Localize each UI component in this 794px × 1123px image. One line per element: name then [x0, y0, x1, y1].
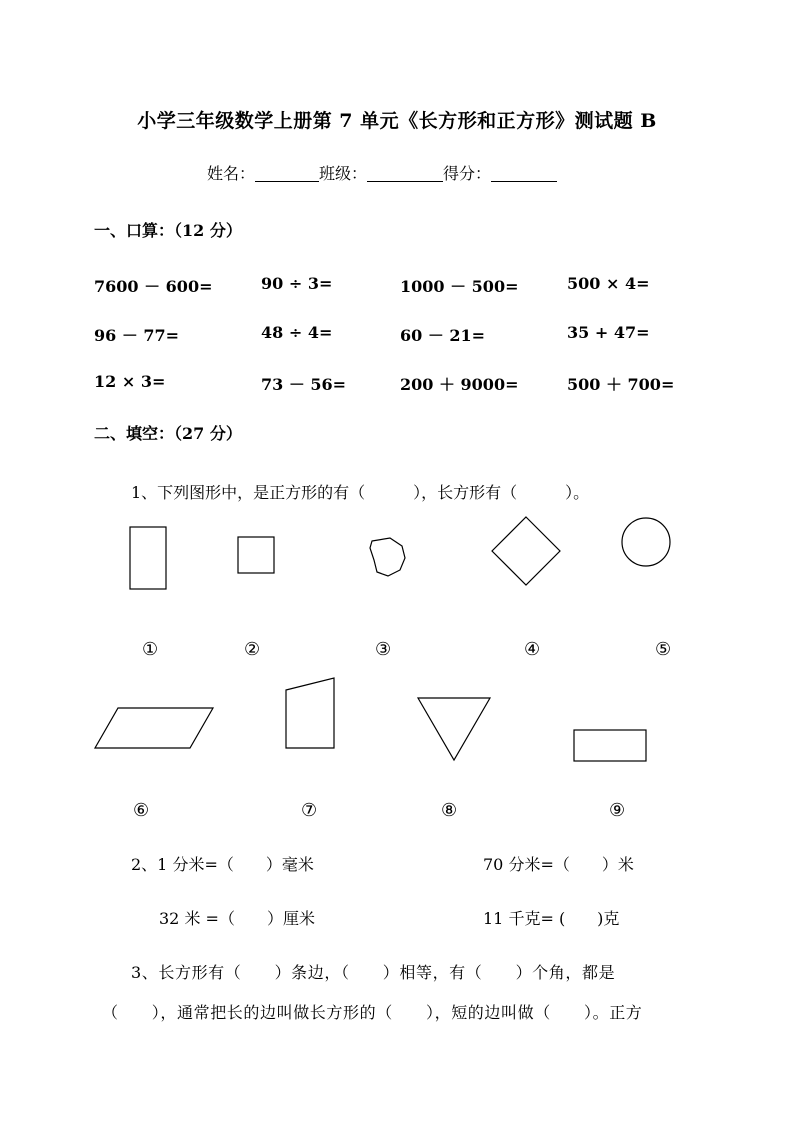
shape-trapezoid	[286, 678, 334, 748]
calc-item: 96 － 77=	[94, 326, 180, 345]
shape-parallelogram	[95, 708, 213, 748]
question-3-line-2: （ ），通常把长的边叫做长方形的（ ），短的边叫做（ ）。正方	[102, 1003, 643, 1022]
shape-label: ⑧	[441, 800, 458, 821]
score-label: 得分：	[443, 164, 492, 183]
shape-label: ⑨	[609, 800, 626, 821]
calc-item: 500 × 4=	[567, 274, 650, 293]
shape-triangle	[418, 698, 490, 760]
shape-square	[238, 537, 274, 573]
shape-label: ⑦	[301, 800, 318, 821]
section-1-heading: 一、口算：（12 分）	[94, 221, 242, 240]
calc-item: 12 × 3=	[94, 372, 166, 391]
calc-item: 500 ＋ 700=	[567, 375, 675, 394]
calc-item: 7600 － 600=	[94, 277, 213, 296]
question-2-d: 11 千克= ( )克	[483, 909, 620, 928]
calc-item: 60 － 21=	[400, 326, 486, 345]
calc-item: 200 ＋ 9000=	[400, 375, 519, 394]
shape-diamond	[492, 517, 560, 585]
shape-circle	[622, 518, 670, 566]
shape-label: ①	[142, 639, 159, 660]
shape-wide-rectangle	[574, 730, 646, 761]
shape-label: ③	[375, 639, 392, 660]
question-1: 1、下列图形中，是正方形的有（ ），长方形有（ ）。	[131, 483, 590, 502]
question-2-b: 70 分米=（ ）米	[483, 855, 634, 874]
question-2-c: 32 米 =（ ）厘米	[159, 909, 315, 928]
calc-item: 35 + 47=	[567, 323, 650, 342]
shape-label: ⑤	[655, 639, 672, 660]
page-title: 小学三年级数学上册第 7 单元《长方形和正方形》测试题 B	[137, 110, 657, 132]
question-3-line-1: 3、长方形有（ ）条边，（ ）相等，有（ ）个角，都是	[131, 963, 616, 982]
shape-label: ④	[524, 639, 541, 660]
class-label: 班级：	[319, 164, 368, 183]
calc-item: 1000 － 500=	[400, 277, 519, 296]
section-2-heading: 二、填空：（27 分）	[94, 424, 242, 443]
calc-item: 73 － 56=	[261, 375, 347, 394]
shape-label: ⑥	[133, 800, 150, 821]
shape-irregular-blob	[370, 538, 405, 576]
shape-tall-rectangle	[130, 527, 166, 589]
calc-item: 48 ÷ 4=	[261, 323, 333, 342]
calc-item: 90 ÷ 3=	[261, 274, 333, 293]
shape-label: ②	[244, 639, 261, 660]
name-label: 姓名：	[207, 164, 256, 183]
question-2-a: 2、1 分米=（ ）毫米	[131, 855, 314, 874]
